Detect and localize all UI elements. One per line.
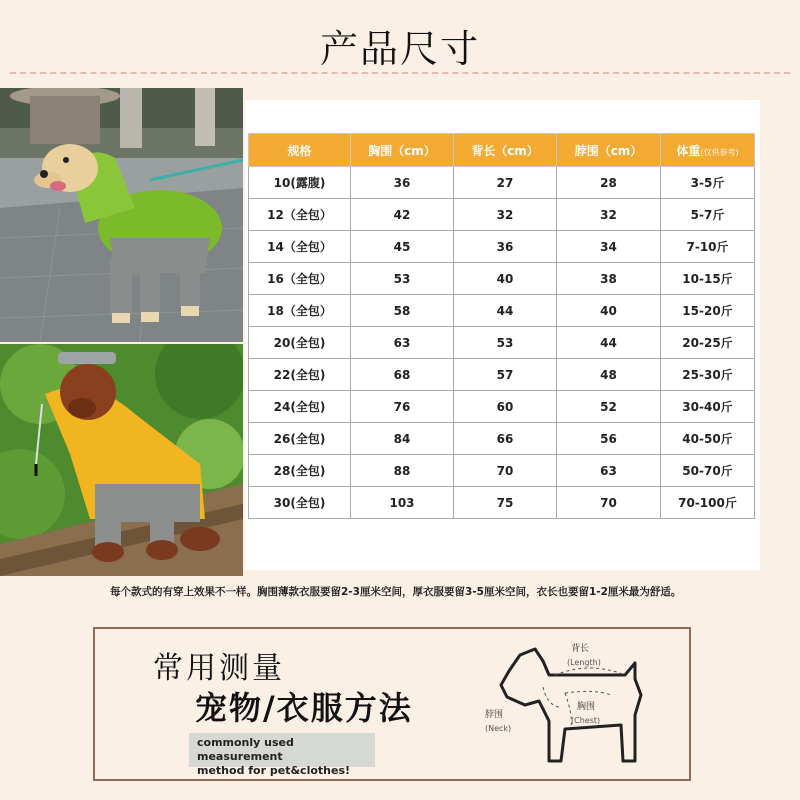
table-row [249,167,755,199]
cell-chest: 103 [351,487,454,519]
title-divider [10,72,790,74]
cell-back: 36 [454,231,557,263]
cell-back: 27 [454,167,557,199]
measure-english-line2: method for pet&clothes! [197,764,351,777]
size-table [248,133,755,519]
cell-spec: 26(全包) [249,423,351,455]
cell-back: 75 [454,487,557,519]
size-table-header [249,134,755,167]
header-weight [661,134,755,167]
cell-chest: 42 [351,199,454,231]
table-row [249,423,755,455]
cell-weight: 40-50斤 [661,423,755,455]
cell-spec: 10(露腹) [249,167,351,199]
cell-neck: 48 [557,359,661,391]
cell-spec: 14（全包） [249,231,351,263]
cell-chest: 36 [351,167,454,199]
fit-note: 每个款式的有穿上效果不一样。胸围薄款衣服要留2-3厘米空间，厚衣服要留3-5厘米空间，衣长也要留1-2厘米最为舒适。 [110,586,682,598]
cell-neck: 28 [557,167,661,199]
cell-weight: 3-5斤 [661,167,755,199]
cell-chest: 63 [351,327,454,359]
cell-spec: 12（全包） [249,199,351,231]
cell-back: 57 [454,359,557,391]
cell-spec: 20(全包) [249,327,351,359]
table-row [249,487,755,519]
cell-chest: 53 [351,263,454,295]
header-weight-label: 体重 [676,143,701,158]
cell-chest: 58 [351,295,454,327]
cell-neck: 44 [557,327,661,359]
cell-spec: 16（全包） [249,263,351,295]
cell-neck: 32 [557,199,661,231]
cell-neck: 40 [557,295,661,327]
cell-weight: 5-7斤 [661,199,755,231]
cell-weight: 15-20斤 [661,295,755,327]
poodle-photo [0,344,243,576]
table-row [249,327,755,359]
label-chest: 胸围 [577,702,596,712]
cell-chest: 68 [351,359,454,391]
cell-chest: 45 [351,231,454,263]
cell-weight: 70-100斤 [661,487,755,519]
cell-chest: 88 [351,455,454,487]
cell-back: 32 [454,199,557,231]
cell-spec: 18（全包） [249,295,351,327]
cell-back: 66 [454,423,557,455]
page-title: 产品尺寸 [319,27,480,71]
measure-title-line2: 宠物/衣服方法 [195,689,413,727]
label-back-en: (Length) [567,658,601,667]
cell-neck: 70 [557,487,661,519]
cell-weight: 50-70斤 [661,455,755,487]
cell-spec: 24(全包) [249,391,351,423]
cell-neck: 52 [557,391,661,423]
golden-dog-photo [0,88,243,342]
cell-neck: 34 [557,231,661,263]
label-neck-en: (Neck) [485,724,512,733]
measure-english-caption [189,733,375,777]
cell-weight: 25-30斤 [661,359,755,391]
table-row [249,455,755,487]
label-chest-en: (Chest) [571,716,601,725]
cell-back: 53 [454,327,557,359]
table-row [249,231,755,263]
measure-title-line1: 常用测量 [153,651,285,686]
cell-spec: 22(全包) [249,359,351,391]
header-weight-note: (仅供参考) [700,147,739,157]
header-chest: 胸围（cm） [351,134,454,167]
header-spec: 规格 [249,134,351,167]
cell-weight: 7-10斤 [661,231,755,263]
table-row [249,359,755,391]
cell-back: 60 [454,391,557,423]
header-neck: 脖围（cm） [557,134,661,167]
cell-neck: 38 [557,263,661,295]
label-neck: 脖围 [485,710,504,720]
cell-spec: 30(全包) [249,487,351,519]
cell-neck: 56 [557,423,661,455]
table-row [249,263,755,295]
dog-measure-diagram [485,635,655,773]
neck-line [543,687,559,707]
table-row [249,199,755,231]
table-row [249,391,755,423]
cell-weight: 20-25斤 [661,327,755,359]
cell-spec: 28(全包) [249,455,351,487]
cell-chest: 76 [351,391,454,423]
measure-english-line1: commonly used measurement [197,736,294,763]
cell-back: 44 [454,295,557,327]
label-back: 背长 [571,644,590,654]
header-back: 背长（cm） [454,134,557,167]
cell-weight: 30-40斤 [661,391,755,423]
cell-back: 70 [454,455,557,487]
cell-neck: 63 [557,455,661,487]
cell-back: 40 [454,263,557,295]
measurement-guide [93,627,691,781]
cell-weight: 10-15斤 [661,263,755,295]
cell-chest: 84 [351,423,454,455]
table-row [249,295,755,327]
